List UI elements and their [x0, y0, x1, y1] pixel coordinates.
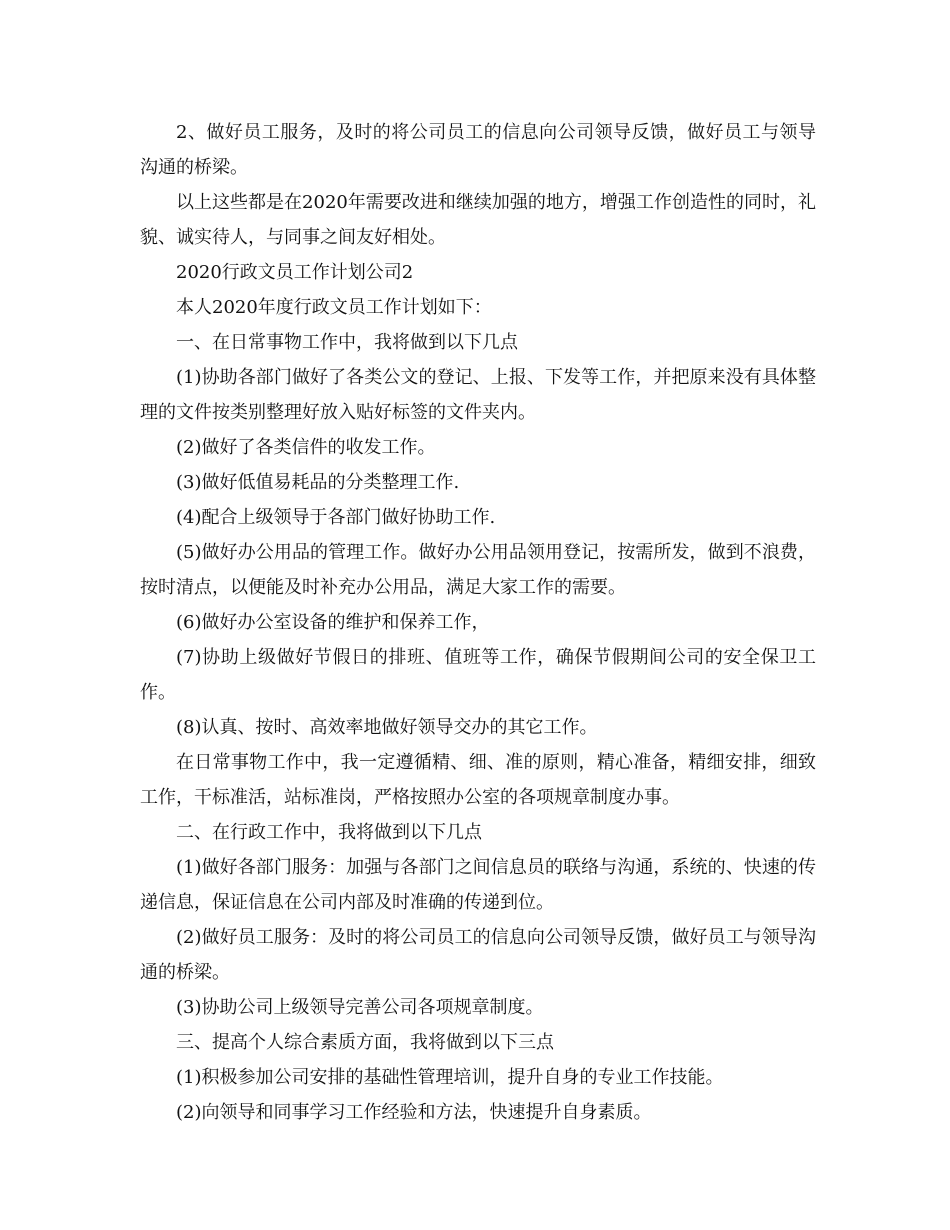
list-item: (3)协助公司上级领导完善公司各项规章制度。 [176, 997, 544, 1018]
list-item: (7)协助上级做好节假日的排班、值班等工作，确保节假期间公司的安全保卫工作。 [140, 647, 816, 703]
section-heading: 2020行政文员工作计划公司2 [176, 262, 414, 283]
list-item: (2)做好员工服务：及时的将公司员工的信息向公司领导反馈，做好员工与领导沟通的桥梁。 [140, 927, 816, 983]
list-item: (8)认真、按时、高效率地做好领导交办的其它工作。 [176, 717, 598, 738]
list-item: (3)做好低值易耗品的分类整理工作. [176, 472, 460, 493]
list-item: (6)做好办公室设备的维护和保养工作， [176, 612, 490, 633]
list-item: (1)积极参加公司安排的基础性管理培训，提升自身的专业工作技能。 [176, 1067, 724, 1088]
list-item: (1)做好各部门服务：加强与各部门之间信息员的联络与沟通，系统的、快速的传递信息，保证信息在公司内部及时准确的传递到位。 [140, 857, 816, 913]
list-item: (4)配合上级领导于各部门做好协助工作. [176, 507, 496, 528]
list-item: (1)协助各部门做好了各类公文的登记、上报、下发等工作，并把原来没有具体整理的文件按类别整理好放入贴好标签的文件夹内。 [140, 367, 816, 423]
section-heading: 三、提高个人综合素质方面，我将做到以下三点 [176, 1032, 554, 1053]
paragraph: 2、做好员工服务，及时的将公司员工的信息向公司领导反馈，做好员工与领导沟通的桥梁。 [140, 122, 816, 178]
section-heading: 二、在行政工作中，我将做到以下几点 [176, 822, 482, 843]
list-item: (2)向领导和同事学习工作经验和方法，快速提升自身素质。 [176, 1102, 652, 1123]
paragraph: 以上这些都是在2020年需要改进和继续加强的地方，增强工作创造性的同时，礼貌、诚实待人，与同事之间友好相处。 [140, 192, 816, 248]
paragraph: 本人2020年度行政文员工作计划如下： [176, 297, 492, 318]
list-item: (5)做好办公用品的管理工作。做好办公用品领用登记，按需所发，做到不浪费，按时清点，以便能及时补充办公用品，满足大家工作的需要。 [140, 542, 816, 598]
list-item: (2)做好了各类信件的收发工作。 [176, 437, 436, 458]
paragraph: 在日常事物工作中，我一定遵循精、细、准的原则，精心准备，精细安排，细致工作，干标准活，站标准岗，严格按照办公室的各项规章制度办事。 [140, 752, 816, 808]
section-heading: 一、在日常事物工作中，我将做到以下几点 [176, 332, 518, 353]
document-body [140, 115, 816, 1130]
